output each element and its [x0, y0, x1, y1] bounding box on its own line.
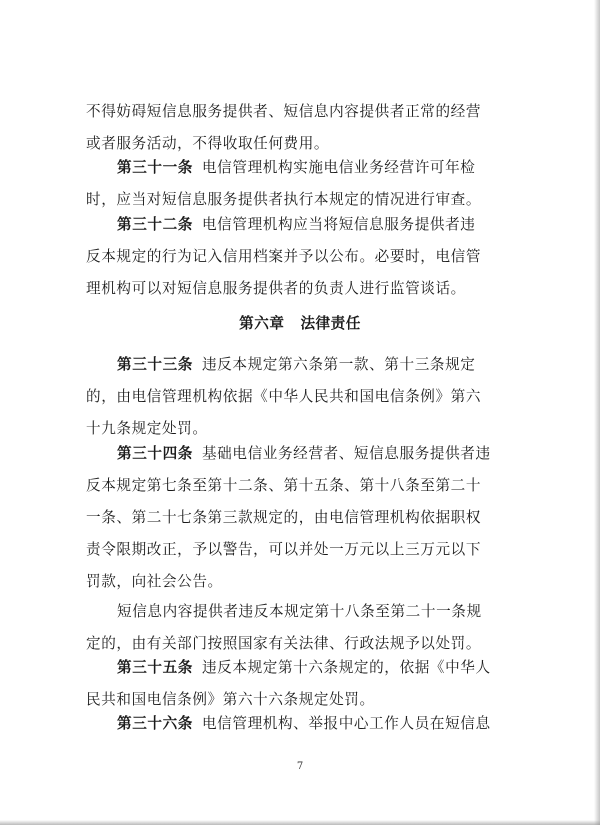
text-line: 违反本规定第十六条规定的，依据《中华人 [201, 659, 491, 676]
article-heading: 第三十四条 [117, 445, 193, 462]
page-number: 7 [296, 761, 304, 772]
text-line: 十九条规定处罚。 [86, 420, 208, 437]
article-heading: 第三十二条 [117, 216, 193, 233]
text-line: 罚款，向社会公告。 [86, 573, 223, 590]
article-35 [86, 652, 510, 716]
paragraph-continuation [86, 96, 510, 160]
text-line: 基础电信业务经营者、短信息服务提供者违 [201, 445, 491, 462]
article-heading: 第三十六条 [117, 715, 193, 732]
text-line: 反本规定的行为记入信用档案并予以公布。必要时，电信管 [86, 248, 482, 265]
chapter-title: 法律责任 [300, 315, 361, 332]
text-line: 违反本规定第六条第一款、第十三条规定 [201, 356, 476, 373]
article-31 [86, 152, 510, 216]
text-line: 电信管理机构实施电信业务经营许可年检 [201, 159, 476, 176]
article-36 [86, 708, 510, 740]
scan-edge-bottom [0, 820, 600, 825]
article-heading: 第三十三条 [117, 356, 193, 373]
article-34-paragraph-2 [86, 596, 510, 660]
text-line: 电信管理机构应当将短信息服务提供者违 [201, 216, 476, 233]
scan-edge-right [594, 0, 600, 825]
article-34 [86, 438, 510, 598]
text-line: 反本规定第七条至第十二条、第十五条、第十八条至第二十 [86, 477, 482, 494]
text-line: 责令限期改正，予以警告，可以并处一万元以上三万元以下 [86, 541, 482, 558]
article-33 [86, 349, 510, 445]
chapter-number: 第六章 [239, 315, 285, 332]
text-line: 短信息内容提供者违反本规定第十八条至第二十一条规 [117, 603, 482, 620]
text-line: 电信管理机构、举报中心工作人员在短信息 [201, 715, 491, 732]
text-line: 不得妨碍短信息服务提供者、短信息内容提供者正常的经营 [86, 103, 482, 120]
article-heading: 第三十一条 [117, 159, 193, 176]
text-line: 定的，由有关部门按照国家有关法律、行政法规予以处罚。 [86, 635, 482, 652]
text-line: 时，应当对短信息服务提供者执行本规定的情况进行审查。 [86, 191, 482, 208]
text-line: 一条、第二十七条第三款规定的，由电信管理机构依据职权 [86, 509, 482, 526]
article-heading: 第三十五条 [117, 659, 193, 676]
text-line: 民共和国电信条例》第六十六条规定处罚。 [86, 691, 375, 708]
article-32 [86, 209, 510, 305]
text-line: 的，由电信管理机构依据《中华人民共和国电信条例》第六 [86, 388, 482, 405]
text-line: 理机构可以对短信息服务提供者的负责人进行监管谈话。 [86, 280, 466, 297]
chapter-heading [0, 312, 600, 333]
text-line: 或者服务活动，不得收取任何费用。 [86, 135, 330, 152]
